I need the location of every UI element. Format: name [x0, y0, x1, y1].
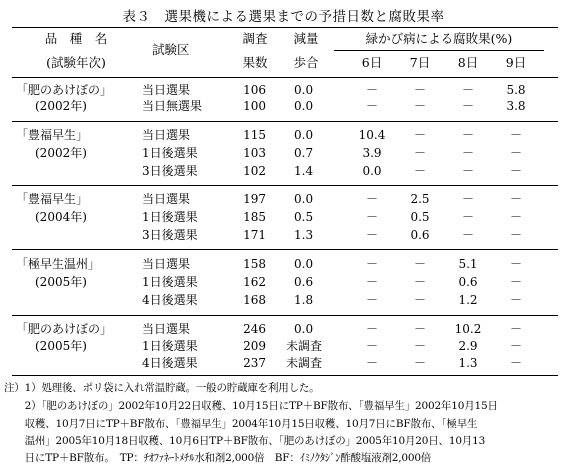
row-loss: 1.3	[294, 228, 314, 242]
row-count: 158	[243, 257, 266, 271]
group-separator	[12, 249, 558, 250]
row-day7: －	[413, 128, 426, 142]
footnote-line: 収穫、10月7日にTP＋BF散布、「豊福早生」2004年10月15日収穫、10月7日にBF散布、「極早生	[4, 418, 478, 430]
top-rule	[12, 27, 558, 28]
row-count: 115	[243, 128, 266, 142]
row-plot: 3日後選果	[142, 228, 198, 242]
row-plot: 当日選果	[142, 128, 191, 142]
row-day8: 0.6	[458, 275, 478, 289]
row-day8: 5.1	[458, 257, 478, 271]
row-loss: 0.0	[294, 192, 314, 206]
group-separator	[12, 121, 558, 122]
row-day9: －	[509, 128, 522, 142]
group-variety: 「肥のあけぼの」	[16, 322, 113, 336]
row-loss: 0.0	[294, 257, 314, 271]
group-variety: 「肥のあけぼの」	[16, 83, 113, 97]
group-variety: 「豊福早生」	[16, 192, 89, 206]
group-year: (2005年)	[35, 275, 87, 289]
header-rot-group: 緑かび病による腐敗果(%)	[365, 31, 513, 46]
group-separator	[12, 185, 558, 186]
row-count: 185	[243, 210, 266, 224]
header-loss-line1: 減量	[293, 31, 319, 46]
row-plot: 当日無選果	[142, 99, 203, 113]
header-loss-line2: 歩合	[293, 55, 319, 70]
header-day-6: 6日	[361, 55, 383, 70]
row-day8: －	[461, 99, 474, 113]
row-count: 237	[243, 356, 266, 370]
row-plot: 4日後選果	[142, 356, 198, 370]
footnote-line: 2）「肥のあけぼの」2002年10月22日収穫、10月15日にTP＋BF散布、「豊福早生」2002年10月15日	[4, 400, 498, 412]
group-separator	[12, 315, 558, 316]
row-loss: 未調査	[286, 356, 323, 370]
row-count: 162	[243, 275, 266, 289]
row-plot: 1日後選果	[142, 210, 198, 224]
row-day8: －	[461, 210, 474, 224]
header-plot: 試験区	[152, 42, 190, 57]
bottom-rule	[12, 375, 558, 376]
row-day9: －	[509, 275, 522, 289]
row-day9: －	[509, 210, 522, 224]
row-loss: 0.0	[294, 99, 314, 113]
header-variety: 品 種 名	[44, 31, 108, 46]
row-count: 209	[243, 339, 266, 353]
row-day9: －	[509, 146, 522, 160]
row-plot: 1日後選果	[142, 146, 198, 160]
row-loss: 0.0	[294, 322, 314, 336]
row-count: 197	[243, 192, 266, 206]
row-count: 171	[243, 228, 266, 242]
row-day6: －	[365, 293, 378, 307]
row-count: 102	[243, 164, 266, 178]
row-plot: 当日選果	[142, 192, 191, 206]
footnote-line: 温州」2005年10月18日収穫、10月6日TP＋BF散布、「肥のあけぼの」2005年10月20日、10月13	[4, 435, 486, 447]
row-day6: －	[365, 99, 378, 113]
row-day7: 2.5	[410, 192, 430, 206]
row-loss: 1.4	[294, 164, 314, 178]
group-year: (2002年)	[35, 99, 87, 113]
row-day9: －	[509, 339, 522, 353]
table-title: 表３ 選果機による選果までの予措日数と腐敗果率	[122, 9, 445, 25]
row-loss: 0.0	[294, 83, 314, 97]
row-day6: －	[365, 275, 378, 289]
row-day6: －	[365, 339, 378, 353]
row-day9: －	[509, 293, 522, 307]
row-day8: －	[461, 146, 474, 160]
row-day7: －	[413, 257, 426, 271]
row-plot: 当日選果	[142, 257, 191, 271]
row-day6: －	[365, 210, 378, 224]
row-count: 103	[243, 146, 266, 160]
row-day9: 3.8	[506, 99, 526, 113]
row-day9: －	[509, 356, 522, 370]
group-year: (2002年)	[35, 146, 87, 160]
row-day7: －	[413, 339, 426, 353]
group-variety: 「極早生温州」	[16, 257, 101, 271]
row-day8: 1.2	[458, 293, 478, 307]
row-loss: 未調査	[286, 339, 323, 353]
row-day8: －	[461, 164, 474, 178]
header-year: (試験年次)	[46, 55, 106, 70]
row-day9: －	[509, 164, 522, 178]
row-day6: －	[365, 83, 378, 97]
row-day7: 0.5	[410, 210, 430, 224]
header-day-7: 7日	[409, 55, 431, 70]
row-plot: 1日後選果	[142, 339, 198, 353]
row-day8: 2.9	[458, 339, 478, 353]
row-day7: －	[413, 356, 426, 370]
row-plot: 1日後選果	[142, 275, 198, 289]
row-day6: －	[365, 356, 378, 370]
row-day9: －	[509, 228, 522, 242]
row-day7: 0.6	[410, 228, 430, 242]
row-day9: －	[509, 322, 522, 336]
header-day-9: 9日	[505, 55, 527, 70]
group-year: (2004年)	[35, 210, 87, 224]
row-day8: 10.2	[454, 322, 482, 336]
row-day8: －	[461, 83, 474, 97]
row-day7: －	[413, 322, 426, 336]
row-day6: 3.9	[362, 146, 382, 160]
header-survey-line2: 果数	[242, 55, 268, 70]
header-day-8: 8日	[457, 55, 479, 70]
row-day9: －	[509, 192, 522, 206]
row-day7: －	[413, 293, 426, 307]
header-survey-line1: 調査	[242, 31, 268, 46]
row-day6: －	[365, 257, 378, 271]
group-year: (2005年)	[35, 339, 87, 353]
row-day8: －	[461, 192, 474, 206]
footnote-line: 日にTP＋BF散布。 TP：ﾁｵﾌｧﾈｰﾄﾒﾁﾙ水和剤2,000倍 BF：ｲﾐﾉｸﾀｼﾞﾝ酢酸塩液剤2,000倍	[4, 452, 432, 464]
row-loss: 0.6	[294, 275, 314, 289]
row-day6: 0.0	[362, 164, 382, 178]
row-day6: 10.4	[358, 128, 386, 142]
row-loss: 1.8	[294, 293, 314, 307]
row-plot: 当日選果	[142, 322, 191, 336]
row-count: 106	[243, 83, 266, 97]
row-loss: 0.0	[294, 128, 314, 142]
row-day6: －	[365, 228, 378, 242]
row-day6: －	[365, 192, 378, 206]
row-day7: －	[413, 164, 426, 178]
row-plot: 3日後選果	[142, 164, 198, 178]
row-loss: 0.5	[294, 210, 314, 224]
row-day6: －	[365, 322, 378, 336]
footnote-line: 注）1）処理後、ポリ袋に入れ常温貯蔵。一般の貯蔵庫を利用した。	[4, 382, 320, 394]
row-day7: －	[413, 83, 426, 97]
row-plot: 4日後選果	[142, 293, 198, 307]
row-count: 100	[243, 99, 266, 113]
row-day7: －	[413, 99, 426, 113]
row-count: 246	[243, 322, 266, 336]
row-day8: －	[461, 128, 474, 142]
row-day7: －	[413, 275, 426, 289]
row-day9: 5.8	[506, 83, 526, 97]
header-rule	[12, 77, 558, 78]
row-plot: 当日選果	[142, 83, 191, 97]
row-day8: 1.3	[458, 356, 478, 370]
group-variety: 「豊福早生」	[16, 128, 89, 142]
row-loss: 0.7	[294, 146, 314, 160]
rot-group-underline	[334, 50, 544, 51]
row-count: 168	[243, 293, 266, 307]
row-day9: －	[509, 257, 522, 271]
row-day7: －	[413, 146, 426, 160]
row-day8: －	[461, 228, 474, 242]
